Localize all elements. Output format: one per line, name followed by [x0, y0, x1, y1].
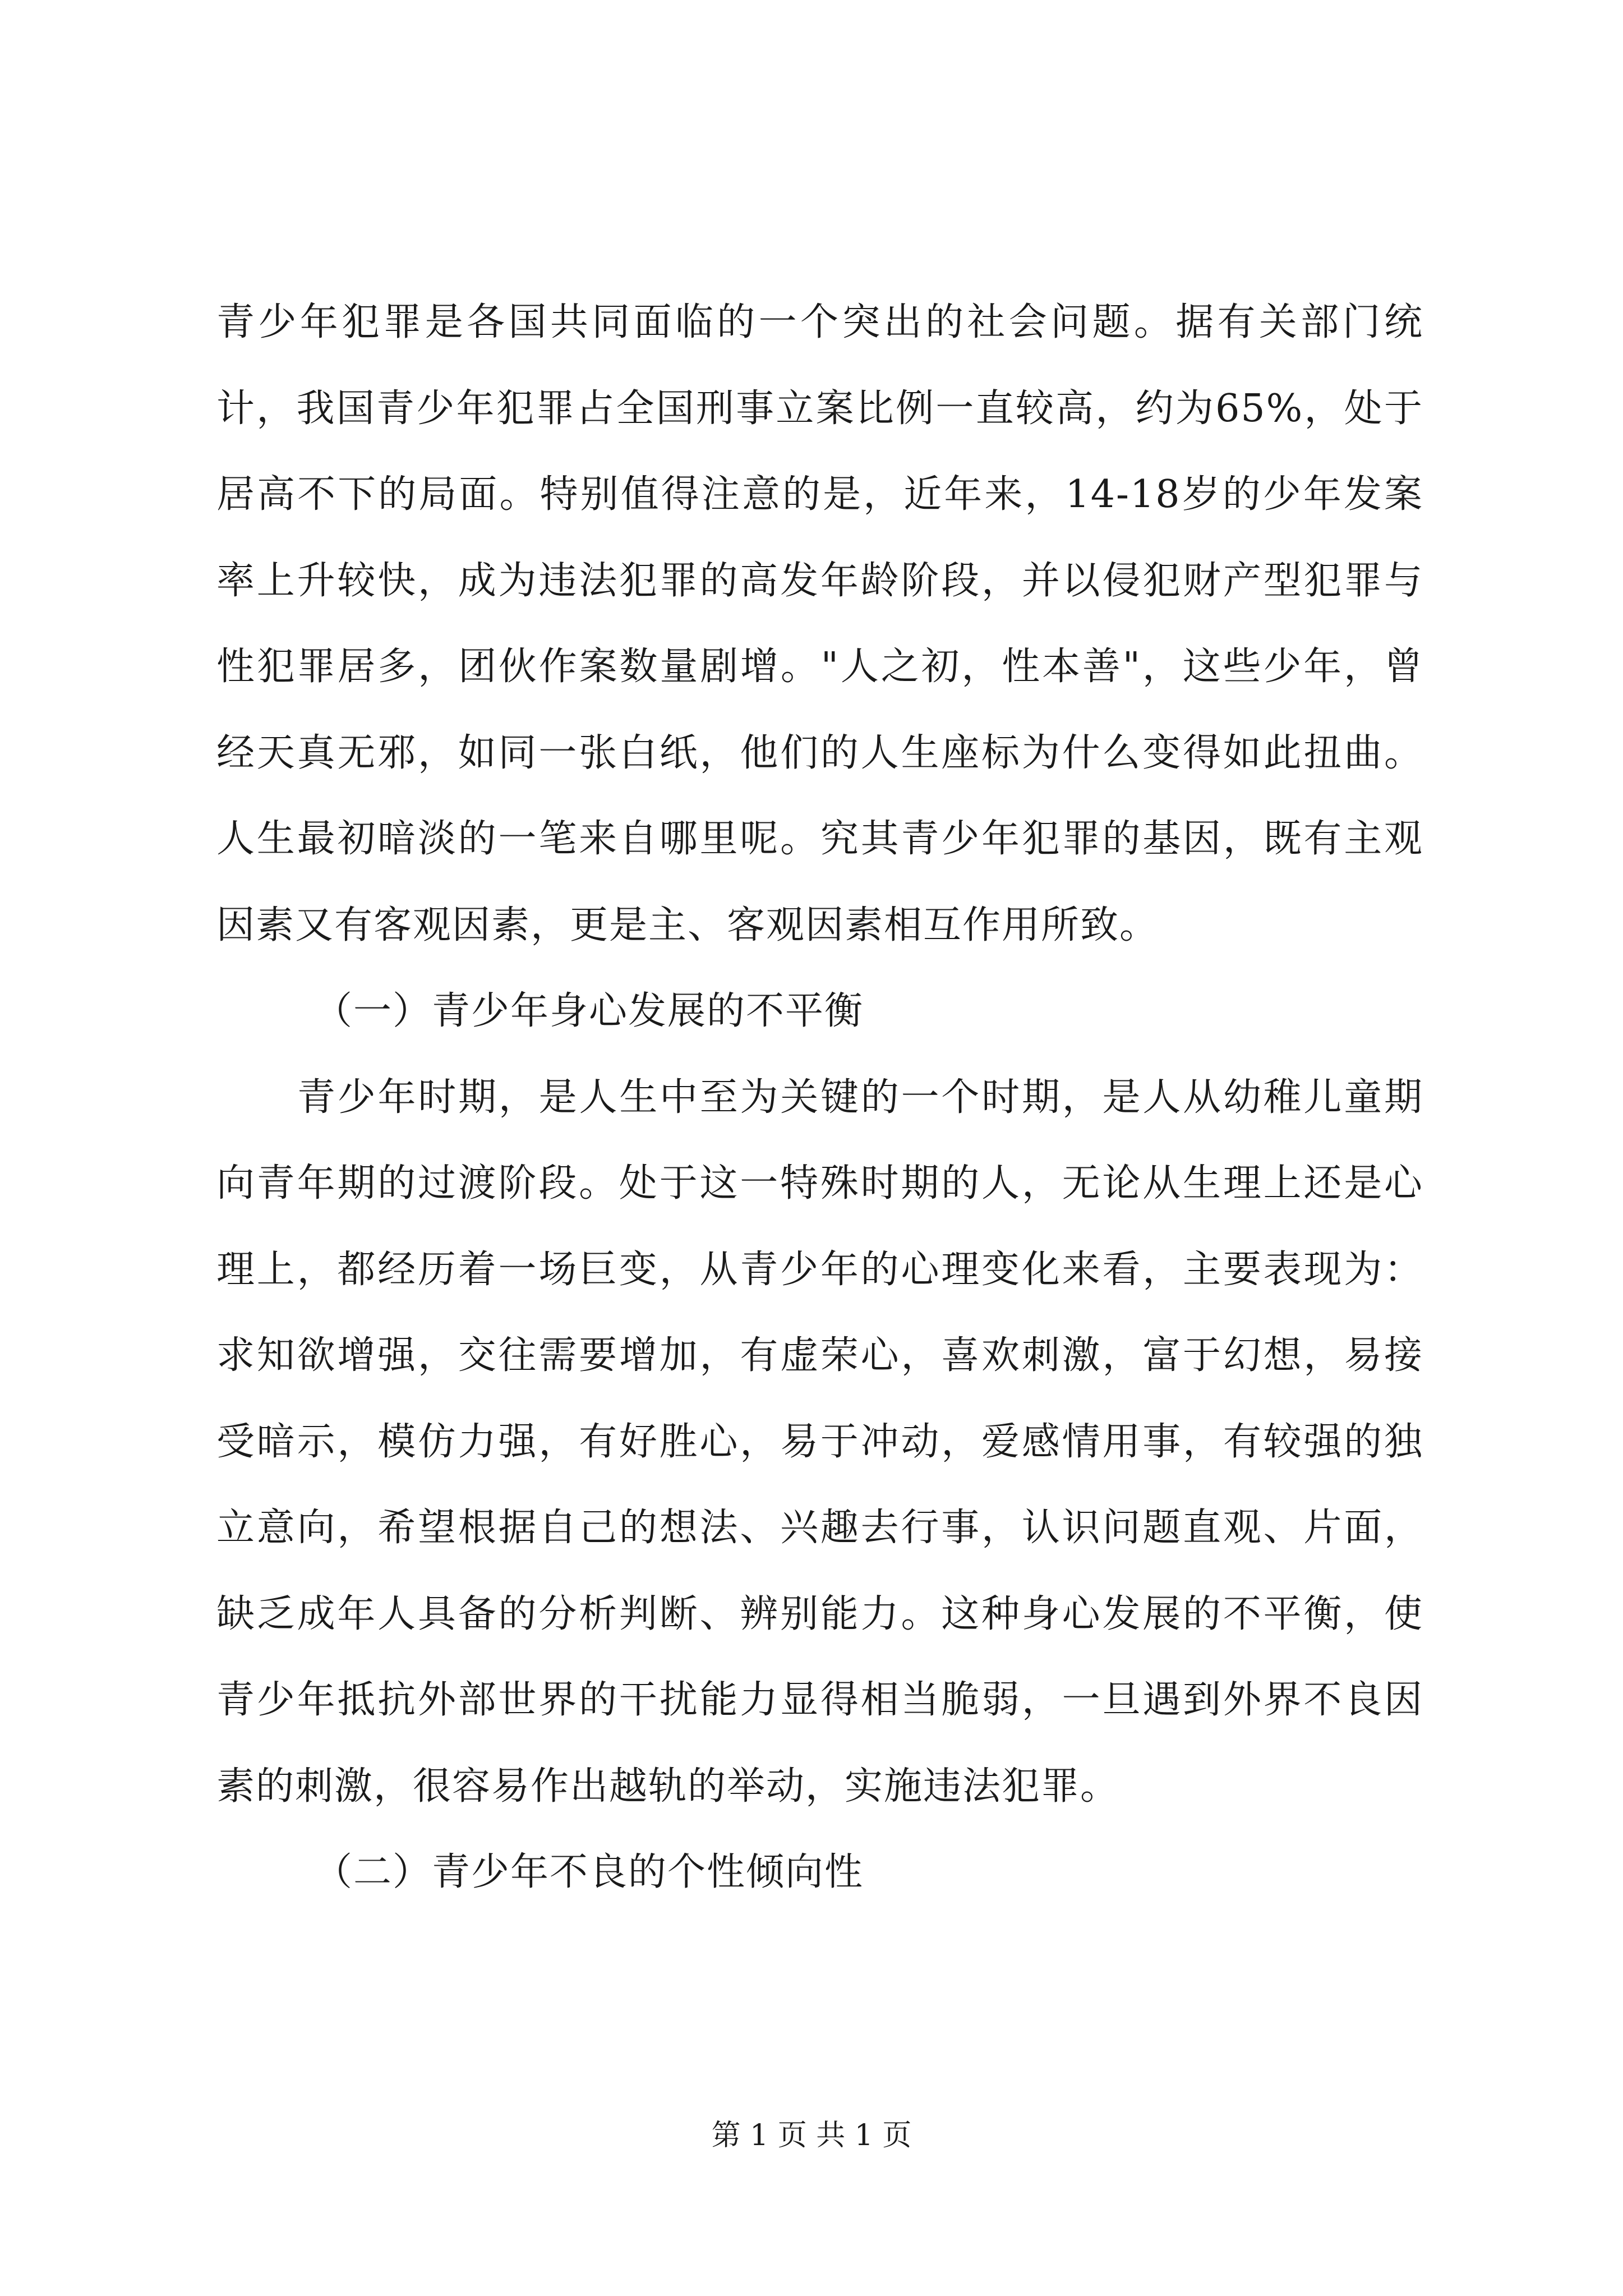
section-heading-1: （一）青少年身心发展的不平衡 [314, 989, 864, 1033]
section-heading-2: （二）青少年不良的个性倾向性 [314, 1850, 864, 1894]
document-body [216, 279, 1423, 2007]
paragraph-section-1: 青少年时期，是人生中至为关键的一个时期，是人从幼稚儿童期向青年期的过渡阶段。处于这一特殊时期的人，无论从生理上还是心理上，都经历着一场巨变，从青少年的心理变化来看，主要表现为：求知欲增强，交往需要增加，有虚荣心，喜欢刺激，富于幻想，易接受暗示，模仿力强，有好胜心，易于冲动，爱感情用事，有较强的独立意向，希望根据自己的想法、兴趣去行事，认识问题直观、片面，缺乏成年人具备的分析判断、辨别能力。这种身心发展的不平衡，使青少年抵抗外部世界的干扰能力显得相当脆弱，一旦遇到外界不良因素的刺激，很容易作出越轨的举动，实施违法犯罪。 [216, 1075, 1423, 1809]
page-footer: 第 1 页 共 1 页 [711, 2119, 912, 2152]
paragraph-intro: 青少年犯罪是各国共同面临的一个突出的社会问题。据有关部门统计，我国青少年犯罪占全国刑事立案比例一直较高，约为65%，处于居高不下的局面。特别值得注意的是，近年来，14-18岁的少年发案率上升较快，成为违法犯罪的高发年龄阶段，并以侵犯财产型犯罪与性犯罪居多，团伙作案数量剧增。"人之初，性本善"，这些少年，曾经天真无邪，如同一张白纸，他们的人生座标为什么变得如此扭曲。人生最初暗淡的一笔来自哪里呢。究其青少年犯罪的基因，既有主观因素又有客观因素，更是主、客观因素相互作用所致。 [216, 300, 1423, 947]
